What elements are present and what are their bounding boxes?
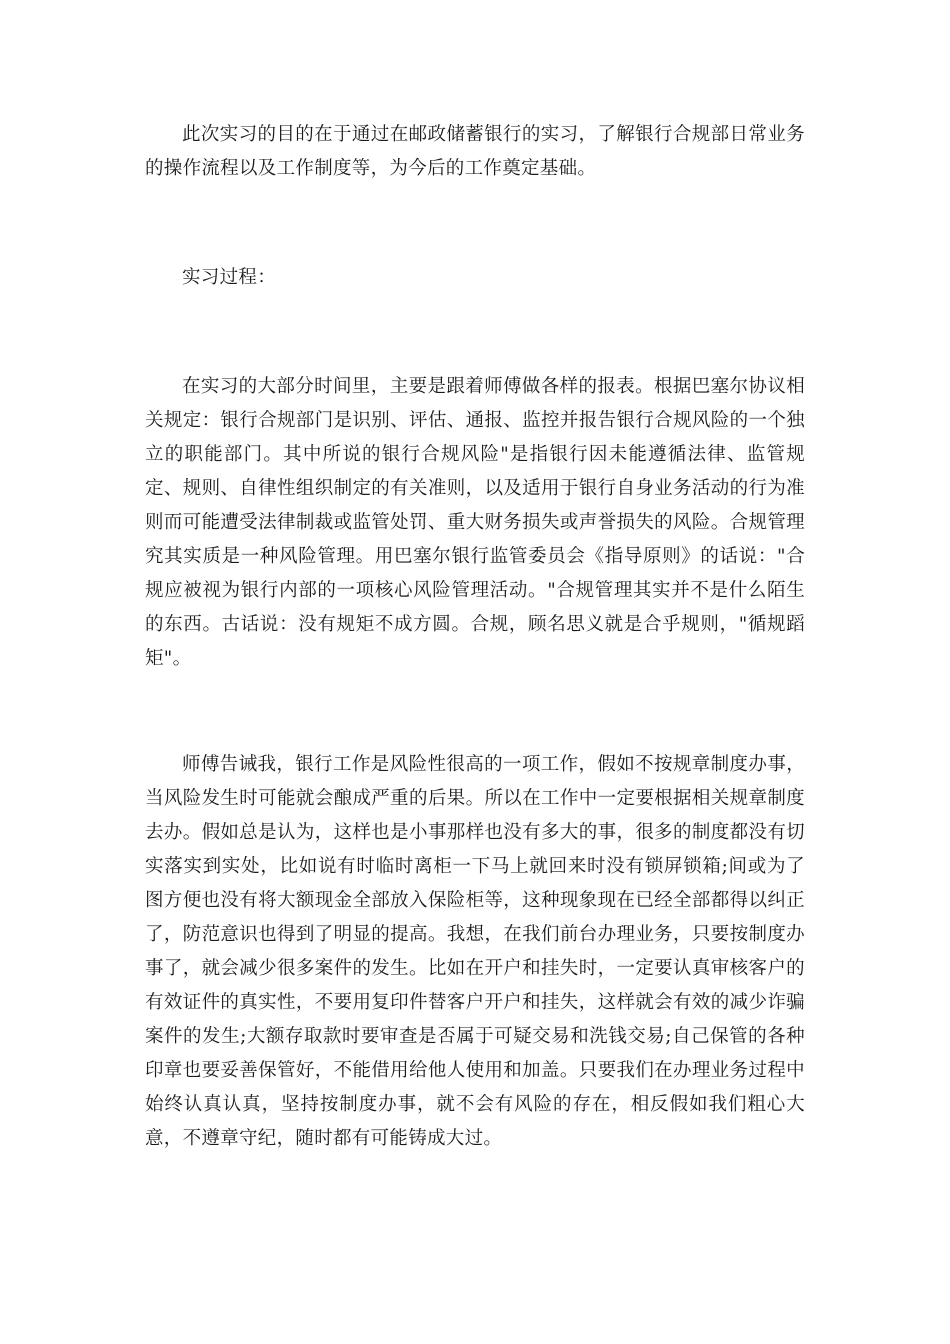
section-heading-process: 实习过程：: [182, 267, 277, 288]
paragraph-spacer: [145, 676, 805, 748]
document-body: [145, 118, 805, 1156]
paragraph-spacer: [145, 295, 805, 370]
paragraph-compliance: 在实习的大部分时间里，主要是跟着师傅做各样的报表。根据巴塞尔协议相关规定：银行合规部门是识别、评估、通报、监控并报告银行合规风险的一个独立的职能部门。其中所说的银行合规风险"是指银行因未能遵循法律、监管规定、规则、自律性组织制定的有关准则，以及适用于银行自身业务活动的行为准则而可能遭受法律制裁或监管处罚、重大财务损失或声誉损失的风险。合规管理究其实质是一种风险管理。用巴塞尔银行监管委员会《指导原则》的话说："合规应被视为银行内部的一项核心风险管理活动。"合规管理其实并不是什么陌生的东西。古话说：没有规矩不成方圆。合规，顾名思义就是合乎规则，"循规蹈矩"。: [145, 376, 805, 669]
paragraph-purpose: 此次实习的目的在于通过在邮政储蓄银行的实习，了解银行合规部日常业务的操作流程以及工作制度等，为今后的工作奠定基础。: [145, 124, 805, 179]
paragraph-mentor-advice: 师傅告诫我，银行工作是风险性很高的一项工作，假如不按规章制度办事，当风险发生时可能就会酿成严重的后果。所以在工作中一定要根据相关规章制度去办。假如总是认为，这样也是小事那样也没有多大的事，很多的制度都没有切实落实到实处，比如说有时临时离柜一下马上就回来时没有锁屏锁箱;间或为了图方便也没有将大额现金全部放入保险柜等，这种现象现在已经全部都得以纠正了，防范意识也得到了明显的提高。我想，在我们前台办理业务，只要按制度办事了，就会减少很多案件的发生。比如在开户和挂失时，一定要认真审核客户的有效证件的真实性，不要用复印件替客户开户和挂失，这样就会有效的减少诈骗案件的发生;大额存取款时要审查是否属于可疑交易和洗钱交易;自己保管的各种印章也要妥善保管好，不能借用给他人使用和加盖。只要我们在办理业务过程中始终认真认真，坚持按制度办事，就不会有风险的存在，相反假如我们粗心大意，不遵章守纪，随时都有可能铸成大过。: [145, 754, 805, 1149]
paragraph-spacer: [145, 186, 805, 261]
